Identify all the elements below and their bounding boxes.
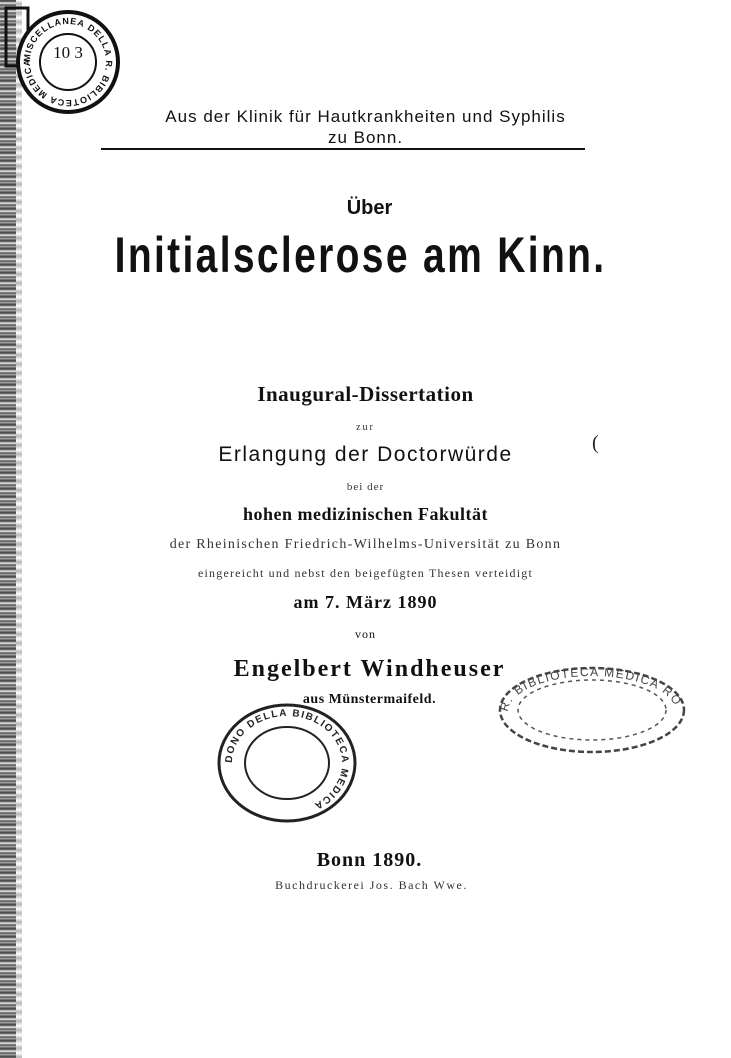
round-library-stamp bbox=[212, 698, 362, 828]
imprint-place-year: Bonn 1890. bbox=[316, 849, 423, 871]
seal-number-text: 10 3 bbox=[53, 43, 83, 62]
oval-library-stamp bbox=[494, 660, 690, 760]
seal-ring-text: MISCELLANEA DELLA R. BIBLIOTECA MEDICA bbox=[21, 15, 115, 109]
header-divider bbox=[101, 148, 585, 150]
erlangung-text: Erlangung der Doctorwürde bbox=[218, 443, 513, 466]
clinic-line-2: zu Bonn. bbox=[327, 128, 404, 147]
title-pre: Über bbox=[346, 197, 393, 219]
oval-stamp-text: R. BIBLIOTECA MEDICA RO bbox=[496, 664, 686, 713]
page-title: Initialsclerose am Kinn. bbox=[114, 227, 607, 283]
scanned-page-edge-shadow bbox=[16, 0, 22, 1058]
library-seal-stamp bbox=[4, 6, 128, 118]
round-stamp-text: DONO DELLA BIBLIOTECA MEDICA bbox=[223, 707, 351, 812]
library-seal-graphic bbox=[4, 6, 128, 118]
zur-text: zur bbox=[356, 422, 375, 433]
von-text: von bbox=[355, 627, 376, 641]
oval-stamp-graphic bbox=[494, 660, 690, 760]
svg-text:R. BIBLIOTECA MEDICA ROMA bbox=[494, 660, 685, 713]
bei-der-text: bei der bbox=[346, 481, 385, 493]
submitted-text: eingereicht und nebst den beigefügten Thesen verteidigt bbox=[197, 566, 534, 580]
defense-date: am 7. März 1890 bbox=[293, 592, 438, 612]
clinic-line-1: Aus der Klinik für Hautkrankheiten und Syphilis bbox=[165, 107, 566, 126]
university-text: der Rheinischen Friedrich-Wilhelms-Universität zu Bonn bbox=[169, 537, 562, 552]
author-name: Engelbert Windheuser bbox=[233, 656, 506, 682]
author-origin: aus Münstermaifeld. bbox=[302, 692, 437, 707]
marginal-pencil-mark: ( bbox=[592, 432, 599, 454]
dissertation-label: Inaugural-Dissertation bbox=[257, 382, 474, 406]
svg-text:DONO DELLA BIBLIOTECA MEDICA bbox=[224, 708, 350, 812]
faculty-text: hohen medizinischen Fakultät bbox=[242, 504, 489, 524]
imprint-printer: Buchdruckerei Jos. Bach Wwe. bbox=[275, 878, 468, 892]
round-stamp-graphic bbox=[212, 698, 362, 828]
scanned-page-edge bbox=[0, 0, 16, 1058]
